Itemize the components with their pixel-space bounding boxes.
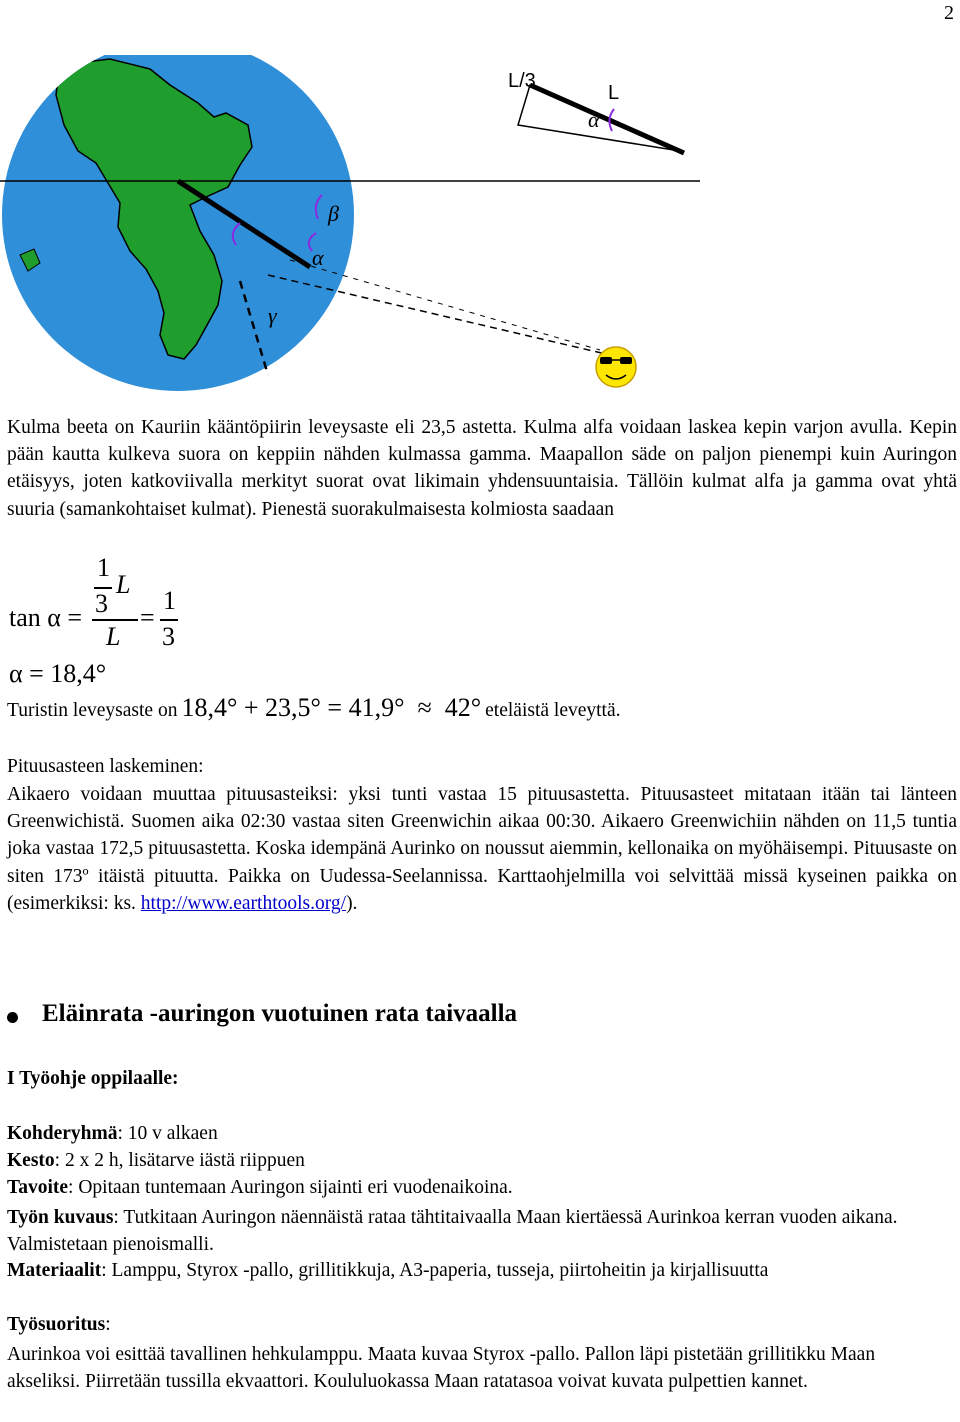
tourist-suffix: eteläistä leveyttä. <box>485 700 621 721</box>
tourist-expression: 18,4° + 23,5° = 41,9° ≈ 42° <box>181 693 482 722</box>
intro-paragraph: Kulma beeta on Kauriin kääntöpiirin leveysaste eli 23,5 astetta. Kulma alfa voidaan laskea kepin varjon avulla. Kepin pään kautta kulkeva suora on keppiin nähden kulmassa gamma. Maapallon säde on paljon pienempi kuin Auringon etäisyys, joten katkoviivalla merkityt suorat ovat likimain yhdensuuntaisia. Tällöin kulmat alfa ja gamma ovat yhtä suuria (samankohtaiset kulmat). Pienestä suorakulmaisesta kolmiosta saadaan <box>7 417 957 520</box>
formula-result: α = 18,4° <box>9 659 107 688</box>
tourist-prefix: Turistin leveysaste on <box>7 700 178 721</box>
longitude-body: Aikaero voidaan muuttaa pituusasteiksi: yksi tunti vastaa 15 pituusastetta. Pituusasteet mitataan itään tai länteen Greenwichistä. Suomen aika 02:30 vastaa siten Greenwichin aikaa 00:30. Aikaero Greenwichiin nähden on 11,5 tuntia joka vastaa 172,5 pituusastetta. Koska idempänä Aurinko on noussut aiemmin, kellonaika on myöhäisempi. Pituusaste on siten 173º itäistä pituutta. Paikka on Uudessa-Seelannissa. Karttaohjelmilla voi selvittää missä kyseinen paikka on (esimerkiksi: ks. <box>7 784 957 914</box>
goal-line <box>7 1177 513 1199</box>
formula-rhs-den: 3 <box>162 622 175 651</box>
execution-title-line <box>7 1314 111 1336</box>
earth-shadow-figure <box>0 55 700 395</box>
formula-rhs-fraction-bar <box>160 619 178 621</box>
goal-value: : Opitaan tuntemaan Auringon sijainti eri vuodenaikoina. <box>68 1177 513 1198</box>
target-group-line <box>7 1123 218 1145</box>
label-alpha-small: α <box>588 107 600 132</box>
label-l3: L/3 <box>508 70 536 92</box>
formula-tan-label: tan α = <box>9 603 83 632</box>
execution-label: Työsuoritus <box>7 1314 106 1335</box>
duration-label: Kesto <box>7 1150 55 1171</box>
label-l: L <box>608 82 620 104</box>
description-value: : Tutkitaan Auringon näennäistä rataa tähtitaivaalla Maan kiertäessä Aurinkoa kerran vuoden aikana. Valmistetaan pienoismalli. <box>7 1207 898 1256</box>
formula-num-one: 1 <box>97 553 110 582</box>
duration-value: : 2 x 2 h, lisätarve iästä riippuen <box>54 1150 305 1171</box>
tourist-latitude-line <box>7 693 621 723</box>
materials-value: : Lamppu, Styrox -pallo, grillitikkuja, A3-paperia, tusseja, piirtoheitin ja kirjallisuutta <box>101 1260 769 1281</box>
sun-icon <box>596 347 636 387</box>
earth-globe <box>2 55 354 391</box>
dashed-sun-ray-2 <box>290 260 600 350</box>
formula-num-L: L <box>116 570 131 599</box>
materials-label: Materiaalit <box>7 1260 102 1281</box>
triangle-stick <box>530 85 684 153</box>
formula-rhs-num: 1 <box>163 586 176 615</box>
target-label: Kohderyhmä <box>7 1123 118 1144</box>
target-value: : 10 v alkaen <box>117 1123 218 1144</box>
formula-main-fraction-bar <box>92 619 138 621</box>
page-number: 2 <box>944 2 954 24</box>
longitude-paragraph <box>7 781 957 917</box>
earthtools-link[interactable]: http://www.earthtools.org/ <box>140 892 347 914</box>
formula-num-three: 3 <box>95 589 108 618</box>
label-beta: β <box>328 201 339 226</box>
formula-equals: = <box>140 603 155 632</box>
instructions-title: I Työohje oppilaalle: <box>7 1068 179 1089</box>
formula-den-L: L <box>106 622 121 651</box>
label-alpha: α <box>312 245 324 270</box>
goal-label: Tavoite <box>7 1177 69 1198</box>
execution-colon: : <box>105 1314 111 1335</box>
description-paragraph <box>7 1204 957 1258</box>
label-gamma: γ <box>268 303 277 328</box>
longitude-link-after: ). <box>346 892 358 914</box>
duration-line <box>7 1150 305 1172</box>
materials-line <box>7 1260 768 1282</box>
longitude-title: Pituusasteen laskeminen: <box>7 756 204 777</box>
execution-paragraph: Aurinkoa voi esittää tavallinen hehkulamppu. Maata kuvaa Styrox -pallo. Pallon läpi pistetään grillitikku Maan akseliksi. Piirretään tussilla ekvaattori. Koululuokassa Maan ratatasoa voivat kuvata pulpettien kannet. <box>7 1344 876 1393</box>
description-label: Työn kuvaus <box>7 1207 114 1228</box>
bullet-icon <box>7 1012 18 1023</box>
section-heading: Eläinrata -auringon vuotuinen rata taivaalla <box>42 1000 518 1027</box>
